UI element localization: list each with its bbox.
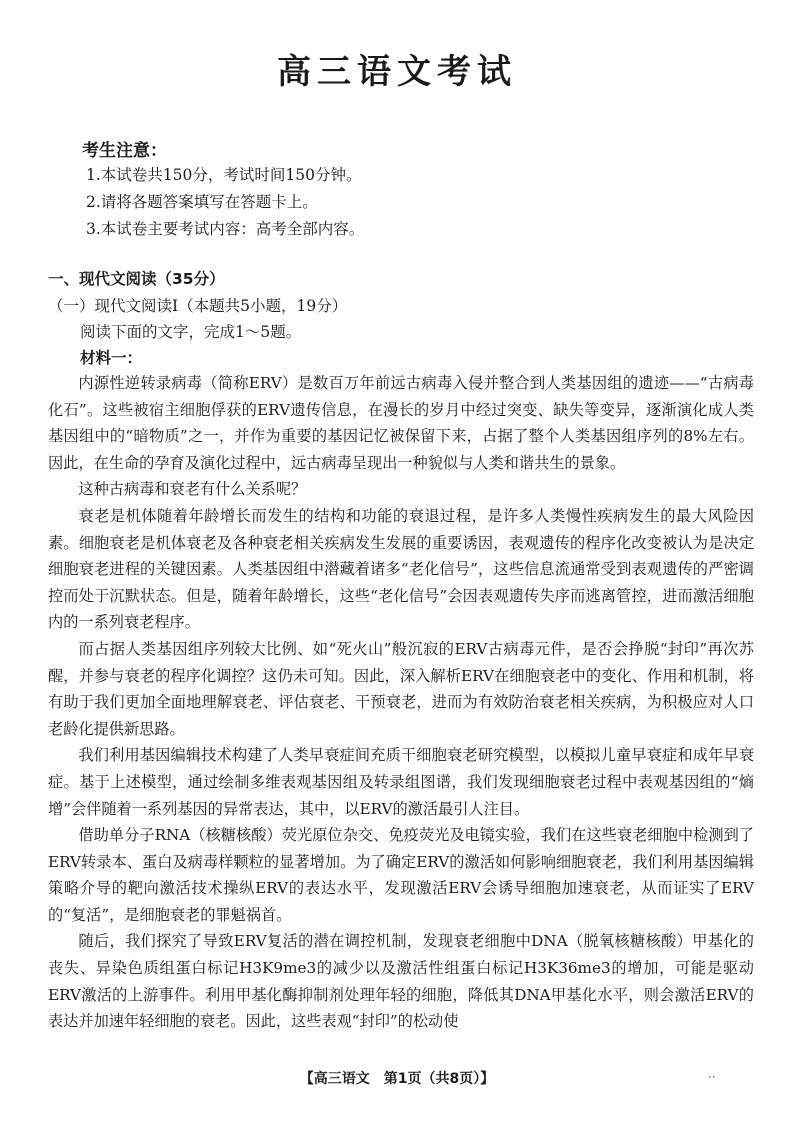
page-footer: 【高三语文 第1页（共8页）】	[299, 1071, 495, 1087]
section-heading: 一、现代文阅读（35分）	[48, 270, 225, 288]
material-label: 材料一：	[80, 349, 143, 367]
footer-mark: ··	[708, 1070, 716, 1084]
notice-list	[86, 162, 364, 243]
notice-heading: 考生注意：	[82, 141, 167, 161]
subsection-heading: （一）现代文阅读Ⅰ（本题共5小题，19分）	[48, 297, 348, 315]
paragraph: 随后，我们探究了导致ERV复活的潜在调控机制，发现衰老细胞中DNA（脱氧核糖核酸）甲基化的丧失、异染色质组蛋白标记H3K9me3的减少以及激活性组蛋白标记H3K36me3的增加，可能是驱动ERV激活的上游事件。利用甲基化酶抑制剂处理年轻的细胞，降低其DNA甲基化水平，则会激活ERV的表达并加速年轻细胞的衰老。因此，这些表观“封印”的松动使	[48, 932, 754, 1031]
material-body	[48, 370, 754, 1035]
exam-title: 高三语文考试	[277, 52, 517, 92]
reading-instruction: 阅读下面的文字，完成1～5题。	[80, 323, 302, 341]
paragraph: 借助单分子RNA（核糖核酸）荧光原位杂交、免疫荧光及电镜实验，我们在这些衰老细胞中检测到了ERV转录本、蛋白及病毒样颗粒的显著增加。为了确定ERV的激活如何影响细胞衰老，我们利用基因编辑策略介导的靶向激活技术操纵ERV的表达水平，发现激活ERV会诱导细胞加速衰老，从而证实了ERV的“复活”，是细胞衰老的罪魁祸首。	[48, 826, 754, 924]
paragraph: 而占据人类基因组序列较大比例、如“死火山”般沉寂的ERV古病毒元件，是否会挣脱“封印”再次苏醒，并参与衰老的程序化调控？这仍未可知。因此，深入解析ERV在细胞衰老中的变化、作用和机制，将有助于我们更加全面地理解衰老、评估衰老、干预衰老，进而为有效防治衰老相关疾病，为积极应对人口老龄化提供新思路。	[48, 639, 754, 738]
paragraph: 这种古病毒和衰老有什么关系呢？	[78, 480, 307, 499]
notice-item: 2.请将各题答案填写在答题卡上。	[86, 193, 318, 211]
paragraph: 衰老是机体随着年龄增长而发生的结构和功能的衰退过程，是许多人类慢性疾病发生的最大风险因素。细胞衰老是机体衰老及各种衰老相关疾病发生发展的重要诱因，表观遗传的程序化改变被认为是决定细胞衰老进程的关键因素。人类基因组中潜藏着诸多“老化信号”，这些信息流通常受到表观遗传的严密调控而处于沉默状态。但是，随着年龄增长，这些“老化信号”会因表观遗传失序而逃离管控，进而激活细胞内的一系列衰老程序。	[48, 506, 754, 632]
notice-item: 1.本试卷共150分，考试时间150分钟。	[86, 166, 362, 184]
paragraph: 内源性逆转录病毒（简称ERV）是数百万年前远古病毒入侵并整合到人类基因组的遗迹——“古病毒化石”。这些被宿主细胞俘获的ERV遗传信息，在漫长的岁月中经过突变、缺失等变异，逐渐演化成人类基因组中的“暗物质”之一，并作为重要的基因记忆被保留下来，占据了整个人类基因组序列的8%左右。因此，在生命的孕育及演化过程中，远古病毒呈现出一种貌似与人类和谐共生的景象。	[48, 374, 754, 472]
paragraph: 我们利用基因编辑技术构建了人类早衰症间充质干细胞衰老研究模型，以模拟儿童早衰症和成年早衰症。基于上述模型，通过绘制多维表观基因组及转录组图谱，我们发现细胞衰老过程中表观基因组的“熵增”会伴随着一系列基因的异常表达，其中，以ERV的激活最引人注目。	[48, 746, 754, 818]
notice-item: 3.本试卷主要考试内容：高考全部内容。	[86, 220, 365, 238]
